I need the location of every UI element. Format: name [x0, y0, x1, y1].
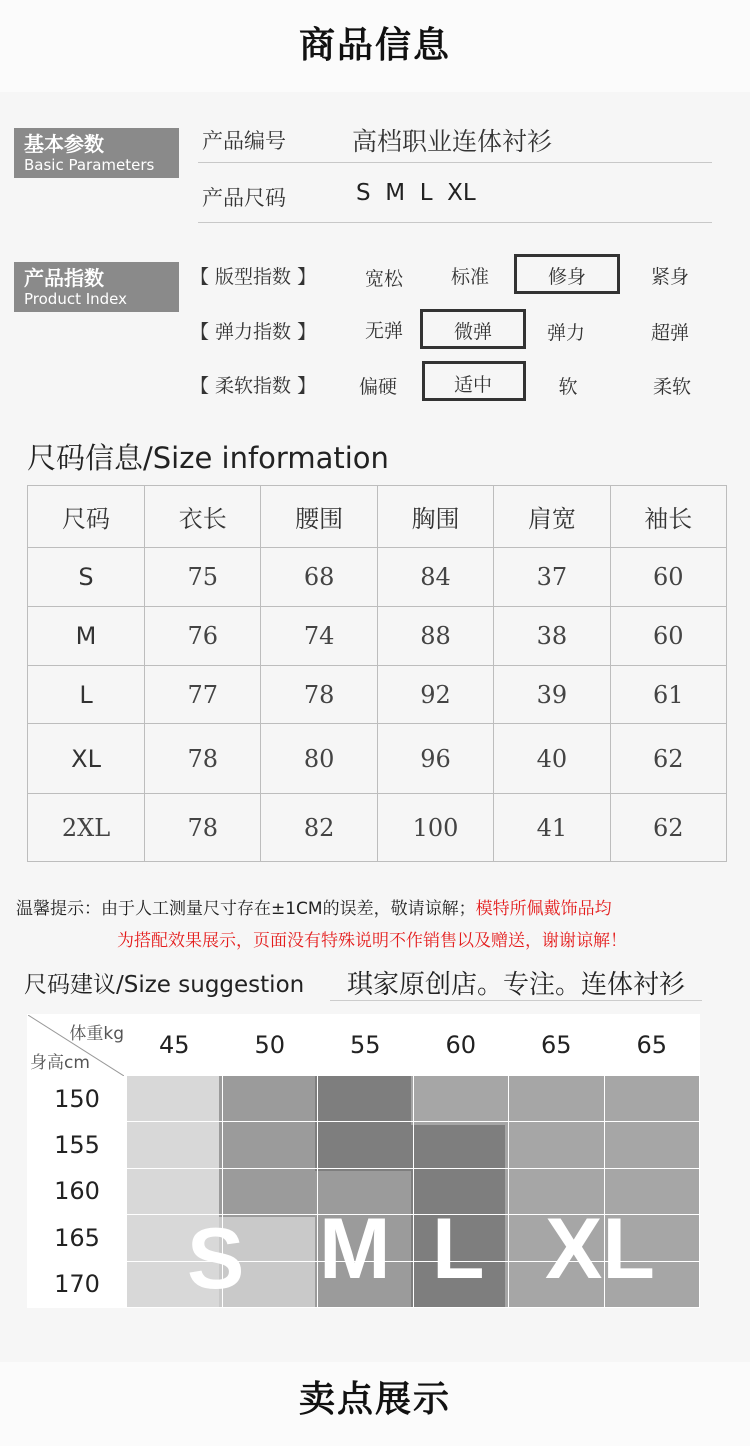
- basic-label-0: 产品编号: [202, 129, 286, 153]
- notice-text: 由于人工测量尺寸存在±1CM的误差，敬请谅解；: [101, 899, 476, 919]
- size-letter-l: L: [432, 1201, 485, 1297]
- size-cell: XL: [28, 724, 145, 794]
- weight-label: 体重kg: [69, 1024, 124, 1044]
- product-index-tag: [14, 262, 179, 312]
- weight-cell: 65: [604, 1015, 700, 1076]
- footer-header: [0, 1362, 750, 1446]
- table-cell: 41: [494, 794, 610, 862]
- basic-label-1: 产品尺码: [202, 186, 286, 210]
- column-header: 肩宽: [494, 486, 610, 548]
- height-cell: 150: [28, 1076, 127, 1122]
- table-cell: 84: [377, 548, 493, 607]
- shop-slogan: 琪家原创店。专注。连体衬衫: [330, 964, 702, 1001]
- table-cell: 78: [261, 666, 377, 724]
- size-cell: 2XL: [28, 794, 145, 862]
- index-label-softness: 【 柔软指数 】: [190, 375, 317, 397]
- height-cell: 165: [28, 1215, 127, 1261]
- weight-cell: 50: [222, 1015, 318, 1076]
- basic-parameters-tag: [14, 128, 179, 178]
- basic-value-0: 高档职业连体衬衫: [352, 127, 553, 156]
- column-header: 腰围: [261, 486, 377, 548]
- size-letter-xl: XL: [545, 1201, 655, 1297]
- height-cell: 155: [28, 1122, 127, 1168]
- weight-cell: 55: [318, 1015, 414, 1076]
- size-letter-s: S: [187, 1211, 245, 1307]
- table-cell: 40: [494, 724, 610, 794]
- divider: [198, 222, 712, 223]
- size-table: [27, 485, 727, 862]
- table-cell: 76: [145, 607, 261, 666]
- table-row: [28, 666, 727, 724]
- index-option: 弹力: [546, 322, 585, 344]
- page-header: [0, 0, 750, 92]
- basic-tag-en: Basic Parameters: [24, 156, 155, 174]
- size-info-title: 尺码信息/Size information: [27, 441, 389, 475]
- index-option-selected: 修身: [547, 266, 586, 288]
- table-cell: 77: [145, 666, 261, 724]
- suggestion-grid: [27, 1014, 700, 1308]
- index-option: 软: [558, 376, 578, 398]
- table-cell: 60: [610, 548, 726, 607]
- notice: [16, 896, 741, 922]
- column-header: 胸围: [377, 486, 493, 548]
- table-row: [28, 548, 727, 607]
- weight-cell: 60: [413, 1015, 509, 1076]
- table-cell: 88: [377, 607, 493, 666]
- table-cell: 38: [494, 607, 610, 666]
- notice-prefix: 温馨提示：: [16, 899, 101, 919]
- index-option: 偏硬: [358, 376, 397, 398]
- index-option-selected: 适中: [453, 374, 492, 396]
- divider: [198, 162, 712, 163]
- column-header: 衣长: [145, 486, 261, 548]
- page-title: 商品信息: [298, 25, 451, 66]
- table-cell: 74: [261, 607, 377, 666]
- index-option: 紧身: [650, 266, 689, 288]
- weight-cell: 65: [509, 1015, 605, 1076]
- index-option: 宽松: [364, 268, 403, 290]
- table-header-row: [28, 486, 727, 548]
- table-cell: 37: [494, 548, 610, 607]
- corner-cell: [28, 1015, 127, 1076]
- index-option-selected: 微弹: [453, 321, 492, 343]
- table-cell: 78: [145, 724, 261, 794]
- table-cell: 62: [610, 724, 726, 794]
- index-label-fit: 【 版型指数 】: [190, 266, 317, 288]
- size-cell: M: [28, 607, 145, 666]
- footer-title: 卖点展示: [298, 1379, 451, 1420]
- notice-red-text: 模特所佩戴饰品均: [475, 899, 612, 919]
- table-cell: 62: [610, 794, 726, 862]
- table-cell: 75: [145, 548, 261, 607]
- table-cell: 78: [145, 794, 261, 862]
- index-tag-cn: 产品指数: [24, 266, 104, 290]
- index-option: 无弹: [364, 320, 403, 342]
- table-cell: 92: [377, 666, 493, 724]
- index-label-elasticity: 【 弹力指数 】: [190, 321, 317, 343]
- column-header: 尺码: [28, 486, 145, 548]
- height-cell: 160: [28, 1168, 127, 1214]
- size-cell: L: [28, 666, 145, 724]
- column-header: 袖长: [610, 486, 726, 548]
- size-cell: S: [28, 548, 145, 607]
- notice-red-text-2: 为搭配效果展示，页面没有特殊说明不作销售以及赠送，谢谢谅解！: [117, 931, 627, 951]
- index-option: 标准: [450, 266, 489, 288]
- basic-tag-cn: 基本参数: [24, 132, 104, 156]
- table-cell: 60: [610, 607, 726, 666]
- index-option: 柔软: [652, 376, 691, 398]
- suggestion-title: 尺码建议/Size suggestion: [24, 972, 305, 998]
- table-row: [28, 794, 727, 862]
- weight-cell: 45: [127, 1015, 223, 1076]
- table-cell: 61: [610, 666, 726, 724]
- basic-value-1: S M L XL: [356, 180, 476, 206]
- table-row: [28, 607, 727, 666]
- table-cell: 100: [377, 794, 493, 862]
- index-option: 超弹: [650, 322, 689, 344]
- height-cell: 170: [28, 1261, 127, 1307]
- table-row: [28, 724, 727, 794]
- table-cell: 68: [261, 548, 377, 607]
- table-cell: 96: [377, 724, 493, 794]
- height-label: 身高cm: [30, 1053, 90, 1073]
- table-cell: 82: [261, 794, 377, 862]
- index-tag-en: Product Index: [24, 290, 128, 308]
- size-letter-m: M: [319, 1201, 391, 1297]
- table-cell: 39: [494, 666, 610, 724]
- table-cell: 80: [261, 724, 377, 794]
